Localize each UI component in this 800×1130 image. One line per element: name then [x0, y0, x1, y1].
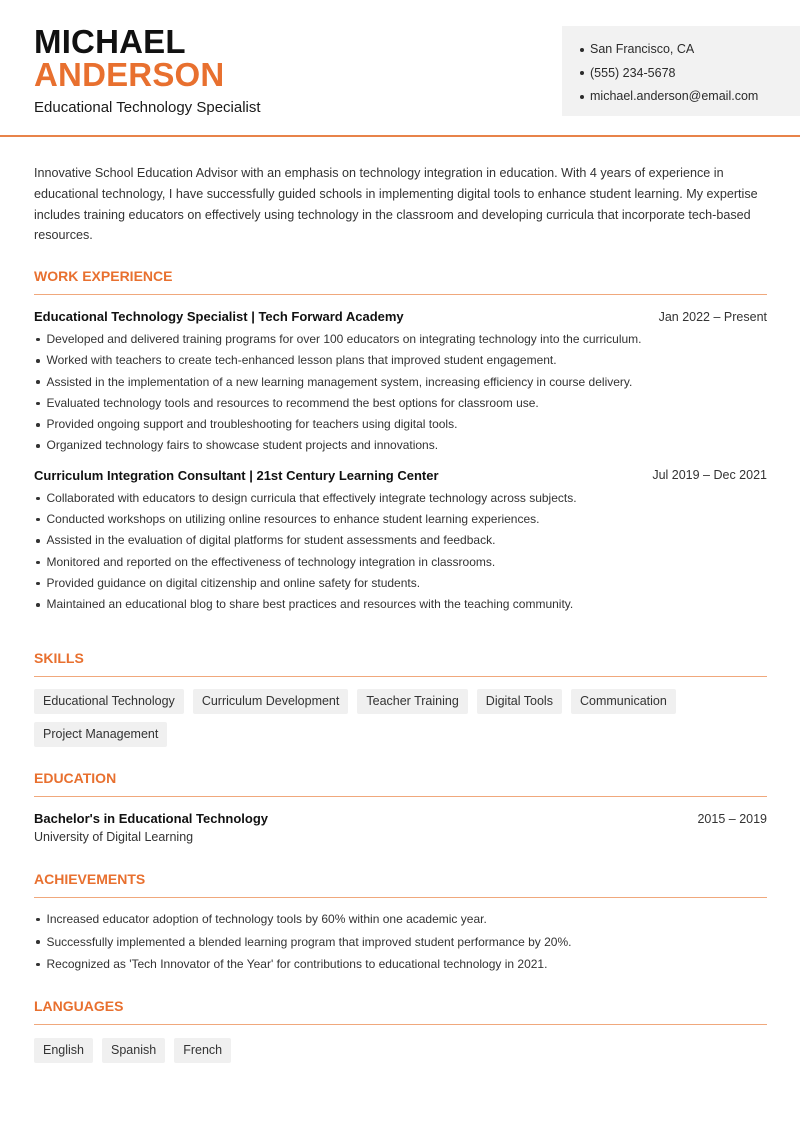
contact-box [562, 26, 800, 116]
first-name: MICHAEL [34, 23, 186, 60]
section-title: SKILLS [34, 649, 767, 677]
contact-location: San Francisco, CA [580, 38, 800, 62]
contact-phone: (555) 234-5678 [580, 62, 800, 86]
skill-tag: Educational Technology [34, 689, 184, 714]
education-date: 2015 – 2019 [697, 811, 767, 826]
achievements-list [34, 908, 767, 976]
bullet-icon [580, 48, 584, 52]
section-title: LANGUAGES [34, 997, 767, 1025]
skill-tag: Project Management [34, 722, 167, 747]
school: University of Digital Learning [34, 830, 194, 844]
list-item: Maintained an educational blog to share best practices and resources with the teaching community. [34, 594, 767, 615]
list-item: Recognized as 'Tech Innovator of the Year' for contributions to educational technology in 2021. [34, 953, 767, 976]
skill-tag: Digital Tools [477, 689, 562, 714]
list-item: Monitored and reported on the effectiveness of technology integration in classrooms. [34, 552, 767, 573]
list-item: Assisted in the evaluation of digital platforms for student assessments and feedback. [34, 530, 767, 551]
work-experience-section [34, 267, 767, 616]
last-name: ANDERSON [34, 56, 225, 93]
language-tag: French [174, 1038, 231, 1063]
list-item: Increased educator adoption of technology tools by 60% within one academic year. [34, 908, 767, 931]
list-item: Provided ongoing support and troubleshooting for teachers using digital tools. [34, 414, 767, 435]
skills-section [34, 649, 767, 747]
list-item: Organized technology fairs to showcase student projects and innovations. [34, 435, 767, 456]
list-item: Assisted in the implementation of a new learning management system, increasing efficiency in course delivery. [34, 372, 767, 393]
job-entry [34, 468, 767, 616]
job-entry-bullets [34, 329, 767, 457]
list-item: Worked with teachers to create tech-enhanced lesson plans that improved student engagement. [34, 350, 767, 371]
job-entry-date: Jul 2019 – Dec 2021 [652, 468, 767, 483]
language-tag: English [34, 1038, 93, 1063]
section-title: ACHIEVEMENTS [34, 870, 767, 898]
job-title: Educational Technology Specialist [34, 99, 261, 116]
skill-tag: Communication [571, 689, 676, 714]
contact-email: michael.anderson@email.com [580, 85, 800, 109]
list-item: Successfully implemented a blended learning program that improved student performance by 20%. [34, 931, 767, 954]
job-entry-title: Curriculum Integration Consultant | 21st Century Learning Center [34, 467, 439, 483]
skill-tag: Curriculum Development [193, 689, 349, 714]
section-title: WORK EXPERIENCE [34, 267, 767, 295]
list-item: Provided guidance on digital citizenship and online safety for students. [34, 573, 767, 594]
section-title: EDUCATION [34, 769, 767, 797]
list-item: Conducted workshops on utilizing online resources to enhance student learning experiences. [34, 509, 767, 530]
job-entry-date: Jan 2022 – Present [658, 309, 767, 324]
job-entry-bullets [34, 488, 767, 616]
languages-list [34, 1038, 767, 1063]
skill-tag: Teacher Training [357, 689, 467, 714]
list-item: Evaluated technology tools and resources to recommend the best options for classroom use. [34, 393, 767, 414]
bullet-icon [580, 95, 584, 99]
resume-header [0, 0, 800, 137]
summary: Innovative School Education Advisor with an emphasis on technology integration in education. With 4 years of experience in educational technology, I have successfully guided schools in implementing digital tools to enhance student learning. My expertise includes training educators on effectively using technology in the classroom and developing curricula that incorporate tech-based resources. [34, 166, 758, 243]
job-entry-title: Educational Technology Specialist | Tech Forward Academy [34, 309, 404, 324]
list-item: Collaborated with educators to design curricula that effectively integrate technology across subjects. [34, 488, 767, 509]
bullet-icon [580, 71, 584, 75]
skills-list [34, 689, 767, 747]
job-entry [34, 309, 767, 457]
education-section [34, 769, 767, 844]
languages-section [34, 997, 767, 1063]
language-tag: Spanish [102, 1038, 165, 1063]
degree: Bachelor's in Educational Technology [34, 811, 268, 826]
list-item: Developed and delivered training programs for over 100 educators on integrating technology into the curriculum. [34, 329, 767, 350]
achievements-section [34, 870, 767, 976]
